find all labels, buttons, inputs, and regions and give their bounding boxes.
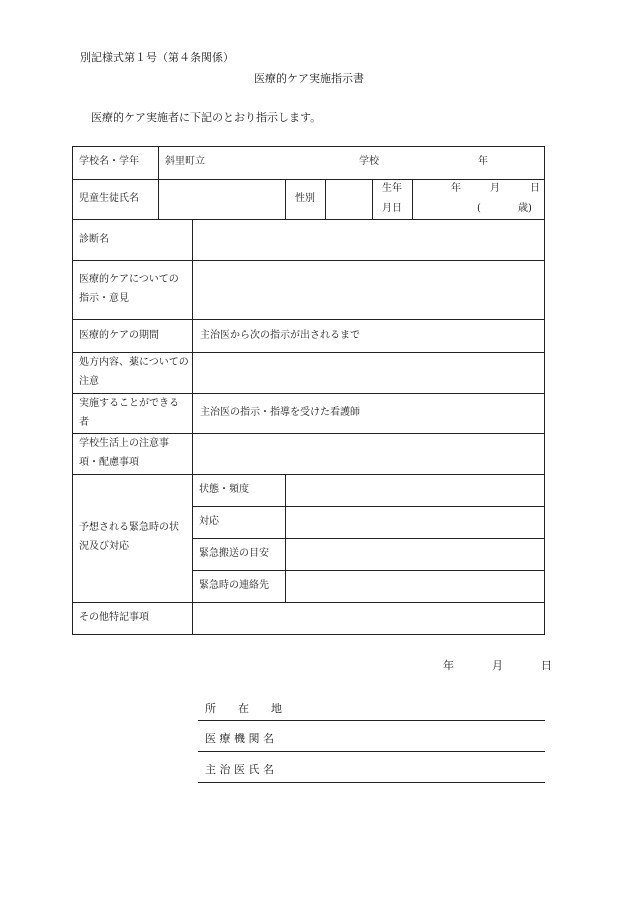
student-name-label: 児童生徒氏名 (79, 193, 139, 204)
emergency-item-contact: 緊急時の連絡先 (199, 580, 269, 591)
performer-label-2: 者 (79, 417, 89, 428)
school-prefix: 斜里町立 (165, 156, 205, 167)
school-label: 学校名・学年 (79, 156, 139, 167)
intro-text: 医療的ケア実施者に下記のとおり指示します。 (91, 111, 322, 124)
date-day: 日 (541, 659, 552, 672)
birth-label-1: 生年 (382, 183, 402, 194)
school-life-label-2: 項・配慮事項 (79, 457, 139, 468)
diagnosis-label: 診断名 (79, 234, 109, 245)
address-line (198, 720, 545, 721)
emergency-label-1: 予想される緊急時の状 (79, 522, 179, 533)
performer-value: 主治医の指示・指導を受けた看護師 (200, 407, 360, 418)
other-label: その他特記事項 (79, 612, 149, 623)
age-close: 歳) (518, 203, 532, 214)
age-open: ( (477, 203, 481, 214)
birth-label-2: 月日 (382, 203, 402, 214)
institution-label: 医 療 機 関 名 (205, 732, 274, 745)
document-title: 医療的ケア実施指示書 (254, 72, 364, 85)
institution-line (198, 751, 545, 752)
doctor-label: 主 治 医 氏 名 (205, 763, 274, 776)
instruction-label-1: 医療的ケアについての (79, 274, 179, 285)
doctor-line (198, 782, 545, 783)
school-suffix: 学校 (359, 156, 379, 167)
gender-label: 性別 (295, 193, 315, 204)
performer-label-1: 実施することができる (79, 398, 179, 409)
birth-day: 日 (530, 183, 540, 194)
prescription-label-1: 処方内容、薬についての (79, 357, 189, 368)
birth-month: 月 (490, 183, 500, 194)
period-value: 主治医から次の指示が出されるまで (200, 330, 360, 341)
form-number: 別記様式第１号（第４条関係） (80, 51, 234, 64)
prescription-label-2: 注意 (79, 376, 99, 387)
date-year: 年 (443, 659, 454, 672)
period-label: 医療的ケアの期間 (79, 330, 159, 341)
grade-suffix: 年 (478, 156, 488, 167)
emergency-item-transport: 緊急搬送の目安 (199, 548, 269, 559)
emergency-item-response: 対応 (199, 516, 219, 527)
school-life-label-1: 学校生活上の注意事 (79, 438, 169, 449)
birth-year: 年 (451, 183, 461, 194)
address-label: 所 在 地 (205, 702, 282, 715)
emergency-label-2: 況及び対応 (79, 541, 129, 552)
date-month: 月 (492, 659, 503, 672)
emergency-item-state: 状態・頻度 (199, 484, 249, 495)
instruction-label-2: 指示・意見 (79, 293, 129, 304)
